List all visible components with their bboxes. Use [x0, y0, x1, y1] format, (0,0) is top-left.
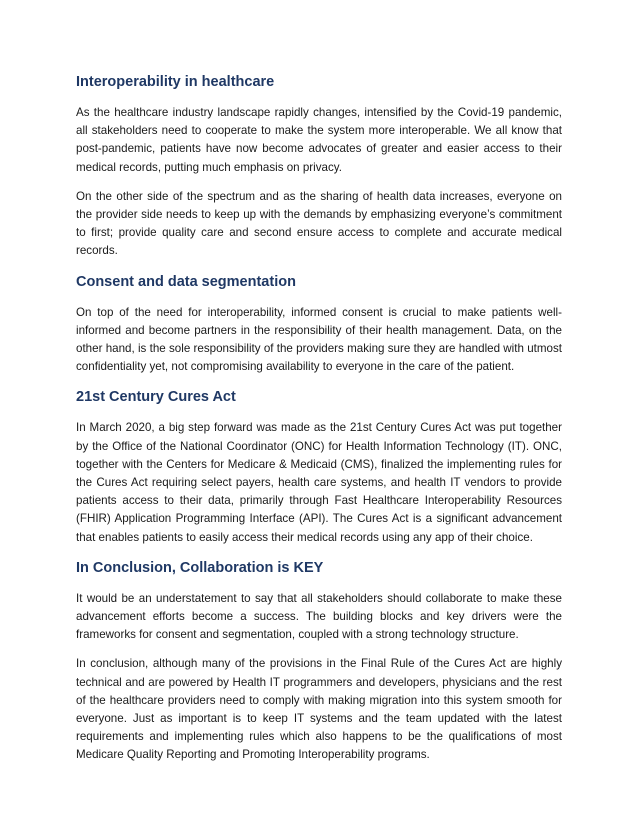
section-conclusion — [76, 558, 562, 765]
section-interoperability — [76, 72, 562, 261]
paragraph: On top of the need for interoperability, informed consent is crucial to make patients well-informed and become partners in the responsibility of their health management. Data, on the other hand, is the sole responsibility of the providers making sure they are handled with utmost confidentiality yet, not compromising availability to everyone in the care of the patient. — [76, 305, 562, 374]
paragraph: As the healthcare industry landscape rapidly changes, intensified by the Covid-19 pandemic, all stakeholders need to cooperate to make the system more interoperable. We all know that post-pandemic, patients have now become advocates of greater and easier access to their medical records, putting much emphasis on privacy. — [76, 106, 562, 174]
paragraph: On the other side of the spectrum and as the sharing of health data increases, everyone on the provider side needs to keep up with the demands by emphasizing everyone’s commitment to first; provide quality care and second ensure access to complete and accurate medical records. — [76, 189, 562, 258]
section-heading: In Conclusion, Collaboration is KEY — [76, 559, 324, 576]
paragraph: In March 2020, a big step forward was made as the 21st Century Cures Act was put together by the Office of the National Coordinator (ONC) for Health Information Technology (IT). ONC, together with the Centers for Medicare & Medicaid (CMS), finalized the implementing rules for the Cures Act requiring select payers, health care systems, and health IT vendors to provide patients access to their data, primarily through Fast Healthcare Interoperability Resources (FHIR) Application Programming Interface (API). The Cures Act is a significant advancement that enables patients to easily access their medical records using any app of their choice. — [76, 421, 562, 544]
paragraph: In conclusion, although many of the provisions in the Final Rule of the Cures Act are highly technical and are powered by Health IT programmers and developers, physicians and the rest of the healthcare providers need to comply with making migration into this system smooth for everyone. Just as important is to keep IT systems and the team updated with the latest requirements and implementing rules which also happens to be the qualifications of most Medicare Quality Reporting and Promoting Interoperability programs. — [76, 657, 562, 762]
document-page — [76, 72, 562, 776]
section-consent — [76, 272, 562, 377]
section-heading: Interoperability in healthcare — [76, 74, 275, 90]
section-heading: 21st Century Cures Act — [76, 389, 236, 406]
section-cures-act — [76, 387, 562, 546]
section-heading: Consent and data segmentation — [76, 273, 296, 290]
paragraph: It would be an understatement to say that all stakeholders should collaborate to make these advancement efforts become a success. The building blocks and key drivers were the frameworks for consent and segmentation, coupled with a strong technology structure. — [76, 591, 562, 642]
